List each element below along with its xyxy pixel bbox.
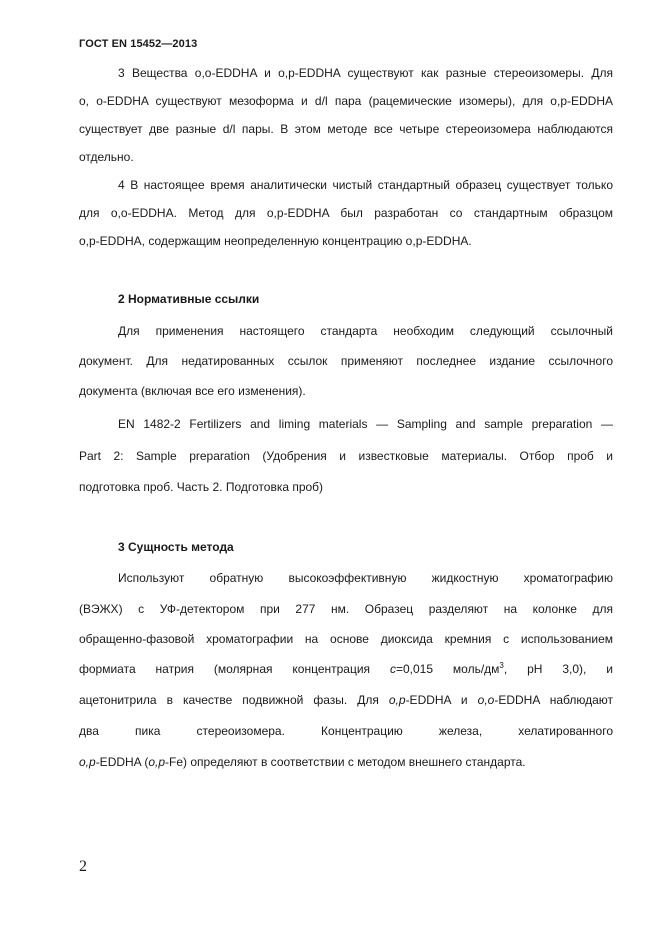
section-2-p2-line-1: EN 1482-2 Fertilizers and liming materials — Sampling and sample preparation — <box>118 417 613 431</box>
note-4-line-3: o,p-EDDHA, содержащим неопределенную концентрацию o,p-EDDHA. <box>79 234 472 248</box>
document-header: ГОСТ EN 15452—2013 <box>79 38 198 50</box>
section-3-line-3: обращенно-фазовой хроматографии на основе диоксида кремния с использованием <box>79 632 613 646</box>
note-4-line-1: 4 В настоящее время аналитически чистый стандартный образец существует только <box>118 178 613 192</box>
section-3-line-6: два пика стереоизомера. Концентрацию железа, хелатированного <box>79 724 613 738</box>
section-3-line-4: формиата натрия (молярная концентрация c=0,015 моль/$дм^3$, pH 3,0), и <box>79 661 614 676</box>
section-2-p2-line-3: подготовка проб. Часть 2. Подготовка проб) <box>79 480 324 494</box>
section-3-line-1: Используют обратную высокоэффективную жидкостную хроматографию <box>118 571 613 585</box>
section-3-heading: 3 Сущность метода <box>118 540 234 554</box>
note-3-line-4: отдельно. <box>79 150 134 164</box>
note-3-line-1: 3 Вещества o,o-EDDHA и o,p-EDDHA существуют как разные стереоизомеры. Для <box>118 66 613 80</box>
section-2-p1-line-2: документ. Для недатированных ссылок применяют последнее издание ссылочного <box>79 354 613 368</box>
section-2-p1-line-3: документа (включая все его изменения). <box>79 384 306 398</box>
note-3-line-2: o, o-EDDHA существуют мезоформа и d/l пара (рацемические изомеры), для o,p-EDDHA <box>79 94 613 108</box>
note-3-line-3: существует две разные d/l пары. В этом методе все четыре стереоизомера наблюдаются <box>79 122 613 136</box>
section-3-line-5: ацетонитрила в качестве подвижной фазы. Для o,p-EDDHA и o,o-EDDHA наблюдают <box>79 693 613 707</box>
section-3-line-2: (ВЭЖХ) с УФ-детектором при 277 нм. Образец разделяют на колонке для <box>79 602 613 616</box>
section-3-line-7: o,p-EDDHA (o,p-Fe) определяют в соответствии с методом внешнего стандарта. <box>79 755 526 769</box>
page-number: 2 <box>79 858 87 875</box>
note-4-line-2: для o,o-EDDHA. Метод для o,p-EDDHA был разработан со стандартным образцом <box>79 206 613 220</box>
section-2-heading: 2 Нормативные ссылки <box>118 292 260 306</box>
section-2-p2-line-2: Part 2: Sample preparation (Удобрения и известковые материалы. Отбор проб и <box>79 449 613 463</box>
section-2-p1-line-1: Для применения настоящего стандарта необходим следующий ссылочный <box>118 324 613 338</box>
